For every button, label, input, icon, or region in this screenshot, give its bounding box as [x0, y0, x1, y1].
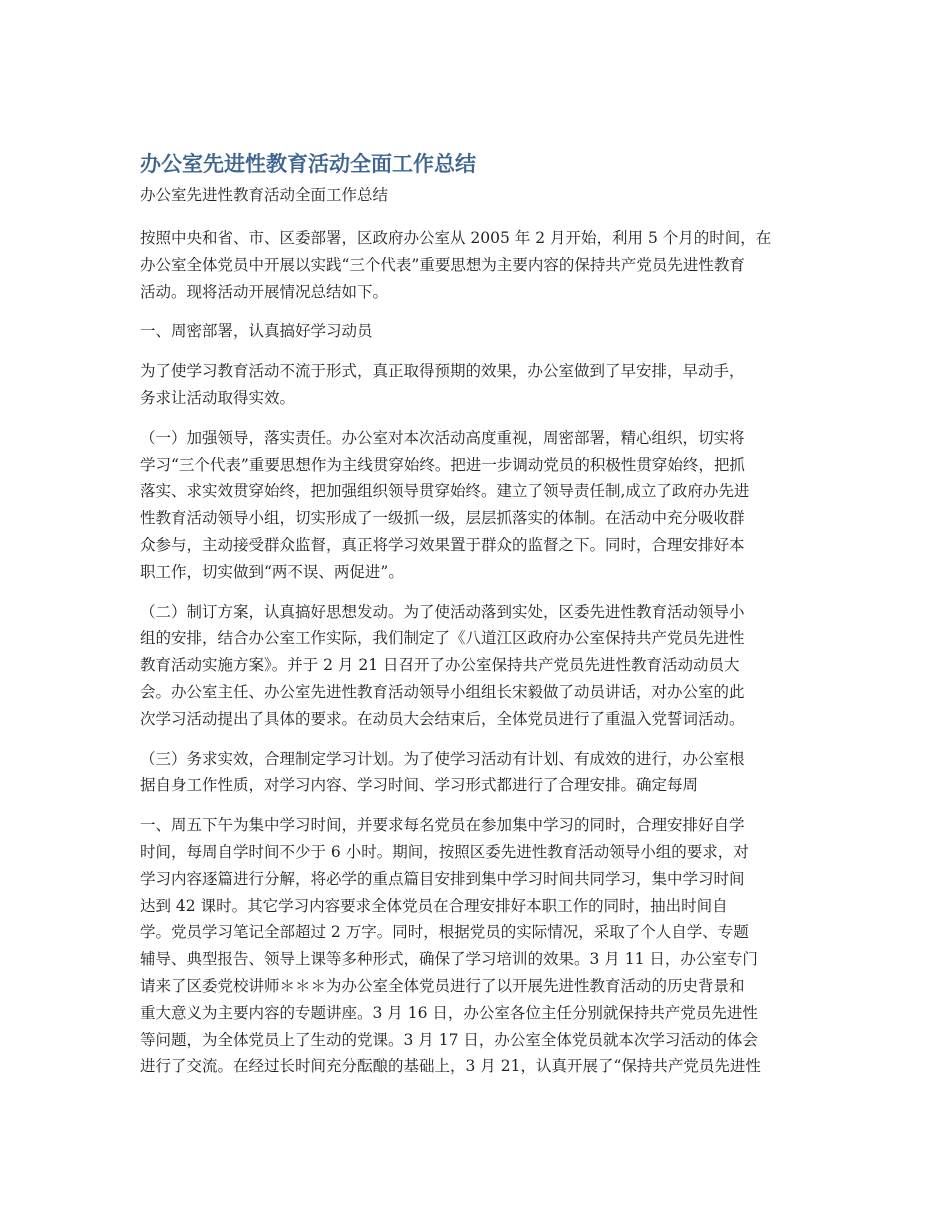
paragraph-line: 达到 42 课时。其它学习内容要求全体党员在合理安排好本职工作的同时，抽出时间自	[140, 896, 728, 915]
paragraph-line: 职工作，切实做到“两不误、两促进”。	[140, 562, 404, 581]
paragraph-line: （二）制订方案，认真搞好思想发动。为了使活动落到实处，区委先进性教育活动领导小	[140, 602, 745, 621]
paragraph-line: 众参与，主动接受群众监督，真正将学习效果置于群众的监督之下。同时，合理安排好本	[140, 535, 745, 554]
paragraph-line: 组的安排，结合办公室工作实际，我们制定了《八道江区政府办公室保持共产党员先进性	[140, 629, 745, 648]
body-paragraph	[140, 599, 812, 733]
paragraph-line: 等问题，为全体党员上了生动的党课。3 月 17 日，办公室全体党员就本次学习活动的体会	[140, 1030, 758, 1049]
body-paragraph	[140, 318, 812, 345]
paragraph-line: 时间，每周自学时间不少于 6 小时。期间，按照区委先进性教育活动领导小组的要求，对	[140, 842, 749, 861]
body-paragraph	[140, 746, 812, 800]
body-paragraph	[140, 812, 812, 1080]
paragraph-line: 请来了区委党校讲师＊＊＊为办公室全体党员进行了以开展先进性教育活动的历史背景和	[140, 976, 745, 995]
document-page	[140, 148, 812, 1080]
paragraph-line: （一）加强领导，落实责任。办公室对本次活动高度重视，周密部署，精心组织，切实将	[140, 428, 745, 447]
body-paragraph	[140, 425, 812, 586]
document-subtitle: 办公室先进性教育活动全面工作总结	[140, 186, 389, 204]
paragraph-line: 按照中央和省、市、区委部署，区政府办公室从 2005 年 2 月开始，利用 5 个月的时间，在	[140, 229, 772, 247]
paragraph-line: 办公室全体党员中开展以实践“三个代表”重要思想为主要内容的保持共产党员先进性教育	[140, 255, 745, 274]
body-paragraph	[140, 358, 812, 412]
paragraph-line: 为了使学习教育活动不流于形式，真正取得预期的效果，办公室做到了早安排，早动手，	[140, 362, 745, 381]
paragraph-line: 一、周五下午为集中学习时间，并要求每名党员在参加集中学习的同时，合理安排好自学	[140, 816, 745, 835]
paragraph-line: 学习内容逐篇进行分解，将必学的重点篇目安排到集中学习时间共同学习，集中学习时间	[140, 869, 745, 888]
paragraph-line: 次学习活动提出了具体的要求。在动员大会结束后，全体党员进行了重温入党誓词活动。	[140, 709, 745, 728]
document-body	[140, 225, 812, 1080]
paragraph-line: 据自身工作性质，对学习内容、学习时间、学习形式都进行了合理安排。确定每周	[140, 776, 699, 795]
paragraph-line: 学。党员学习笔记全部超过 2 万字。同时，根据党员的实际情况，采取了个人自学、专题	[140, 923, 749, 942]
document-title: 办公室先进性教育活动全面工作总结	[140, 152, 476, 176]
paragraph-line: 辅导、典型报告、领导上课等多种形式，确保了学习培训的效果。3 月 11 日，办公室专门	[140, 950, 758, 969]
paragraph-line: （三）务求实效，合理制定学习计划。为了使学习活动有计划、有成效的进行，办公室根	[140, 749, 745, 768]
paragraph-line: 活动。现将活动开展情况总结如下。	[140, 282, 389, 301]
body-paragraph	[140, 225, 812, 305]
paragraph-line: 务求让活动取得实效。	[140, 388, 296, 407]
paragraph-line: 一、周密部署，认真搞好学习动员	[140, 322, 373, 341]
paragraph-line: 进行了交流。在经过长时间充分酝酿的基础上，3 月 21，认真开展了“保持共产党员先进性	[140, 1057, 761, 1076]
paragraph-line: 重大意义为主要内容的专题讲座。3 月 16 日，办公室各位主任分别就保持共产党员先进性	[140, 1003, 758, 1022]
paragraph-line: 会。办公室主任、办公室先进性教育活动领导小组组长宋毅做了动员讲话，对办公室的此	[140, 682, 745, 701]
paragraph-line: 落实、求实效贯穿始终，把加强组织领导贯穿始终。建立了领导责任制,成立了政府办先进	[140, 482, 750, 501]
paragraph-line: 学习“三个代表”重要思想作为主线贯穿始终。把进一步调动党员的积极性贯穿始终，把抓	[140, 455, 745, 474]
paragraph-line: 教育活动实施方案》。并于 2 月 21 日召开了办公室保持共产党员先进性教育活动动员大	[140, 656, 740, 675]
paragraph-line: 性教育活动领导小组，切实形成了一级抓一级，层层抓落实的体制。在活动中充分吸收群	[140, 509, 745, 528]
